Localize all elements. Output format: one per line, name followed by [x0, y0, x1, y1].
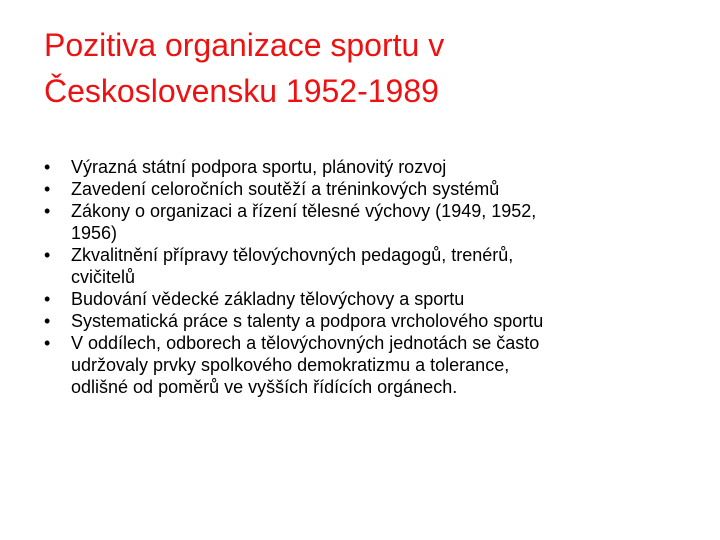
- bullet-dot: •: [44, 311, 51, 331]
- bullet-text: [71, 200, 684, 244]
- bullet-text-line: Zkvalitnění přípravy tělovýchovných pedagogů, trenérů,: [71, 245, 514, 265]
- bullet-text-line: Zákony o organizaci a řízení tělesné výchovy (1949, 1952,: [71, 201, 537, 221]
- bullet-text: [71, 156, 684, 178]
- bullet-dot: •: [44, 201, 51, 221]
- bullet-text-line: Systematická práce s talenty a podpora vrcholového sportu: [71, 311, 544, 331]
- slide-title-line-2: Československu 1952-1989: [44, 73, 439, 109]
- bullet-text: [71, 310, 684, 332]
- bullet-text: [71, 332, 684, 398]
- bullet-text: [71, 288, 684, 310]
- bullet-text-line: Výrazná státní podpora sportu, plánovitý rozvoj: [71, 157, 447, 177]
- bullet-dot: •: [44, 179, 51, 199]
- bullet-text-line: 1956): [71, 223, 118, 243]
- bullet-text-line: V oddílech, odborech a tělovýchovných jednotách se často: [71, 333, 540, 353]
- bullet-text-line: udržovaly prvky spolkového demokratizmu a tolerance,: [71, 355, 510, 375]
- bullet-text-line: cvičitelů: [71, 267, 136, 287]
- bullet-list: [44, 156, 684, 398]
- slide-title-line-1: Pozitiva organizace sportu v: [44, 27, 445, 63]
- bullet-text: [71, 178, 684, 200]
- bullet-item-3: [44, 200, 684, 244]
- bullet-text-line: Zavedení celoročních soutěží a tréninkových systémů: [71, 179, 500, 199]
- bullet-dot: •: [44, 289, 51, 309]
- bullet-text-line: odlišné od poměrů ve vyšších řídících orgánech.: [71, 377, 458, 397]
- bullet-dot: •: [44, 333, 51, 353]
- bullet-item-7: [44, 332, 684, 398]
- bullet-item-2: [44, 178, 684, 200]
- slide-title: [44, 22, 684, 114]
- bullet-text: [71, 244, 684, 288]
- bullet-dot: •: [44, 157, 51, 177]
- bullet-text-line: Budování vědecké základny tělovýchovy a sportu: [71, 289, 465, 309]
- bullet-item-5: [44, 288, 684, 310]
- bullet-dot: •: [44, 245, 51, 265]
- bullet-item-1: [44, 156, 684, 178]
- bullet-item-4: [44, 244, 684, 288]
- bullet-item-6: [44, 310, 684, 332]
